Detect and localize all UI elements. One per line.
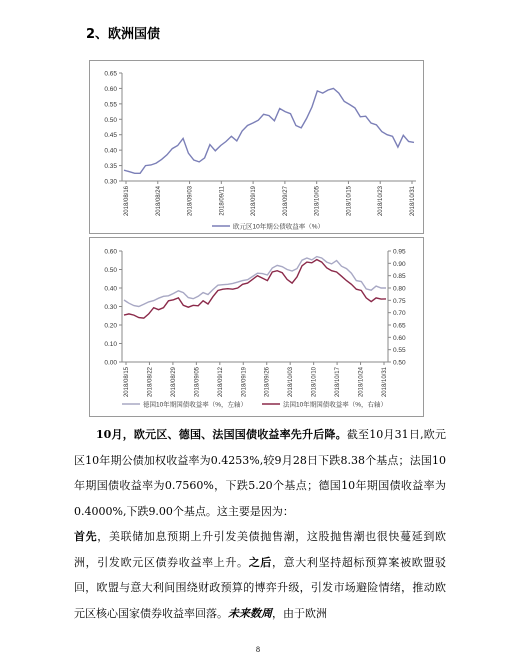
then-text: ，意大利坚持超标预算案被欧盟驳回，欧盟与意大利间围绕财政预算的博弈升级，引发市场避险情绪，推动欧元区核心国家债券收益率回落。 (74, 555, 447, 620)
then-lead: 之后 (248, 555, 272, 569)
first-text: ，美联储加息预期上升引发美债抛售潮，这股抛售潮也很快蔓延到欧洲，引发欧元区债券收益率上升。 (74, 530, 447, 569)
y2-tick-label: 0.90 (393, 260, 406, 268)
x-tick-label: 2018/09/19 (251, 186, 258, 217)
de-fr-yield-chart (89, 237, 424, 417)
legend-label-2: 法国10年期国债收益率（%，右轴） (283, 401, 388, 409)
page-number: 8 (256, 645, 260, 654)
x-tick-label: 2018/08/22 (147, 367, 154, 398)
y-tick-label: 0.35 (104, 163, 117, 171)
body-text (74, 422, 446, 626)
x-tick-label: 2018/09/03 (187, 186, 194, 217)
y2-tick-label: 0.95 (393, 248, 406, 256)
series-line-1 (124, 88, 414, 173)
x-tick-label: 2018/10/05 (314, 186, 321, 217)
x-tick-label: 2018/08/24 (155, 186, 162, 217)
y-tick-label: 0.50 (104, 267, 117, 274)
eurozone-yield-chart (89, 60, 424, 234)
first-lead: 首先 (74, 530, 98, 543)
future-text: ，由于欧洲 (272, 606, 327, 620)
legend-label-1: 德国10年期国债收益率（%，左轴） (143, 401, 248, 409)
x-tick-label: 2018/10/31 (410, 186, 416, 217)
y-tick-label: 0.10 (104, 341, 117, 348)
y2-tick-label: 0.55 (393, 347, 406, 355)
y-tick-label: 0.50 (104, 116, 117, 124)
x-tick-label: 2018/08/15 (124, 367, 130, 398)
x-tick-label: 2018/10/23 (378, 186, 385, 217)
y2-tick-label: 0.85 (393, 273, 406, 281)
x-tick-label: 2018/10/24 (358, 367, 365, 398)
y-tick-label: 0.30 (104, 304, 117, 311)
y2-tick-label: 0.80 (393, 285, 406, 293)
y2-tick-label: 0.65 (393, 322, 406, 330)
x-tick-label: 2018/10/15 (346, 186, 353, 217)
y-tick-label: 0.40 (104, 285, 117, 293)
future-lead: 未来数周 (228, 606, 272, 620)
paragraph-1 (74, 422, 446, 524)
eurozone-yield-chart-svg (90, 61, 423, 233)
y-tick-label: 0.00 (104, 359, 117, 367)
x-tick-label: 2018/08/16 (124, 186, 130, 217)
y2-tick-label: 0.60 (393, 334, 406, 342)
y-tick-label: 0.60 (104, 85, 117, 93)
paragraph-1-lead: 10月，欧元区、德国、法国国债收益率先升后降。 (96, 428, 347, 441)
x-tick-label: 2018/08/29 (170, 367, 177, 398)
y-tick-label: 0.30 (104, 178, 117, 186)
x-tick-label: 2018/09/27 (282, 186, 289, 217)
x-tick-label: 2018/10/31 (382, 367, 388, 398)
x-tick-label: 2018/09/12 (217, 367, 224, 398)
x-tick-label: 2018/10/03 (288, 367, 295, 398)
x-tick-label: 2018/09/19 (241, 367, 248, 398)
y-tick-label: 0.40 (104, 147, 117, 155)
x-tick-label: 2018/10/17 (335, 367, 342, 398)
y-tick-label: 0.55 (104, 101, 117, 109)
paragraph-2 (74, 524, 446, 626)
legend-label-1: 欧元区10年期公债收益率（%） (233, 223, 325, 231)
x-tick-label: 2018/10/10 (311, 367, 318, 398)
y2-tick-label: 0.70 (393, 310, 406, 318)
x-tick-label: 2018/09/11 (219, 186, 226, 216)
y2-tick-label: 0.50 (393, 359, 406, 367)
y-tick-label: 0.65 (104, 70, 117, 78)
section-title: 2、欧洲国债 (86, 27, 161, 42)
paragraph-1-text: 截至10月31日,欧元区10年期公债加权收益率为0.4253%,较9月28日下跌8.38个基点；法国10年期国债收益率为0.7560%，下跌5.20个基点；德国10年期国债收益率为0.4000%,下跌9.00个基点。这主要是因为： (74, 428, 446, 518)
y-tick-label: 0.60 (104, 248, 117, 256)
y-tick-label: 0.45 (104, 132, 117, 140)
de-fr-yield-chart-svg (90, 238, 423, 416)
y-tick-label: 0.20 (104, 322, 117, 330)
x-tick-label: 2018/09/05 (194, 367, 201, 398)
y2-tick-label: 0.75 (393, 297, 406, 305)
x-tick-label: 2018/09/26 (264, 367, 271, 398)
